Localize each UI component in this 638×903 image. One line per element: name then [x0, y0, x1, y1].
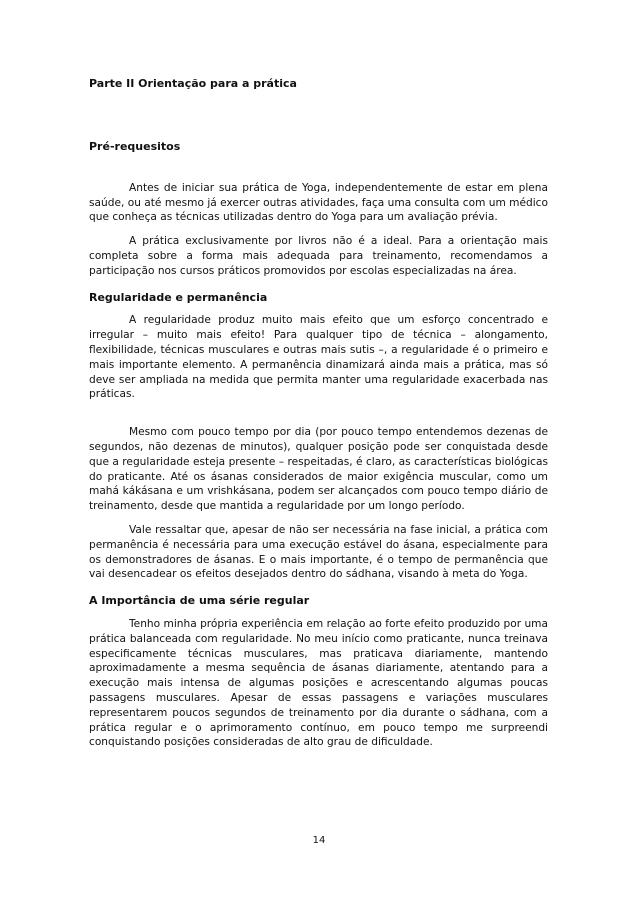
paragraph: Antes de iniciar sua prática de Yoga, independentemente de estar em plena saúde, ou até mesmo já exercer outras atividades, faça uma consulta com um médico que conheça as técnicas utilizadas dentro do Yoga para um avaliação prévia.	[89, 181, 548, 224]
part-title: Parte II Orientação para a prática	[89, 77, 297, 90]
section-heading-regularity: Regularidade e permanência	[89, 290, 268, 304]
page-content	[89, 140, 548, 750]
paragraph: A regularidade produz muito mais efeito que um esforço concentrado e irregular – muito mais efeito! Para qualquer tipo de técnica – alongamento, flexibilidade, técnicas musculares e outras mais sutis –, a regularidade é o primeiro e mais importante elemento. A permanência dinamizará ainda mais a prática, mas só deve ser ampliada na medida que permita manter uma regularidade exacerbada nas práticas.	[89, 314, 548, 401]
paragraph: A prática exclusivamente por livros não é a ideal. Para a orientação mais completa sobre a forma mais adequada para treinamento, recomendamos a participação nos cursos práticos promovidos por escolas especializadas na área.	[89, 235, 548, 277]
paragraph: Mesmo com pouco tempo por dia (por pouco tempo entendemos dezenas de segundos, não dezenas de minutos), qualquer posição pode ser conquistada desde que a regularidade esteja presente – respeitadas, é claro, as características biológicas do praticante. Até os ásanas considerados de maior exigência muscular, como um mahá kákásana e um vrishkásana, podem ser alcançados com pouco tempo diário de treinamento, desde que mantida a regularidade por um longo período.	[89, 426, 548, 513]
paragraph: Vale ressaltar que, apesar de não ser necessária na fase inicial, a prática com permanência é necessária para uma execução estável do ásana, especialmente para os demonstradores de ásanas. E o mais importante, é o tempo de permanência que vai desencadear os efeitos desejados dentro do sádhana, visando à meta do Yoga.	[89, 523, 548, 581]
section-heading-prerequisites: Pré-requesitos	[89, 140, 181, 153]
paragraph: Tenho minha própria experiência em relação ao forte efeito produzido por uma prática balanceada com regularidade. No meu início como praticante, nunca treinava especificamente técnicas musculares, mas praticava diariamente, mantendo aproximadamente a mesma sequência de ásanas diariamente, atentando para a execução mais intensa de algumas posições e acrescentando algumas poucas passagens musculares. Apesar de essas passagens e variações musculares representarem poucos segundos de treinamento por dia durante o sádhana, com a prática regular e o aprimoramento contínuo, em pouco tempo me surpreendi conquistando posições consideradas de alto grau de dificuldade.	[89, 617, 548, 749]
section-heading-series: A Importância de uma série regular	[89, 594, 310, 608]
page-number: 14	[312, 835, 326, 846]
